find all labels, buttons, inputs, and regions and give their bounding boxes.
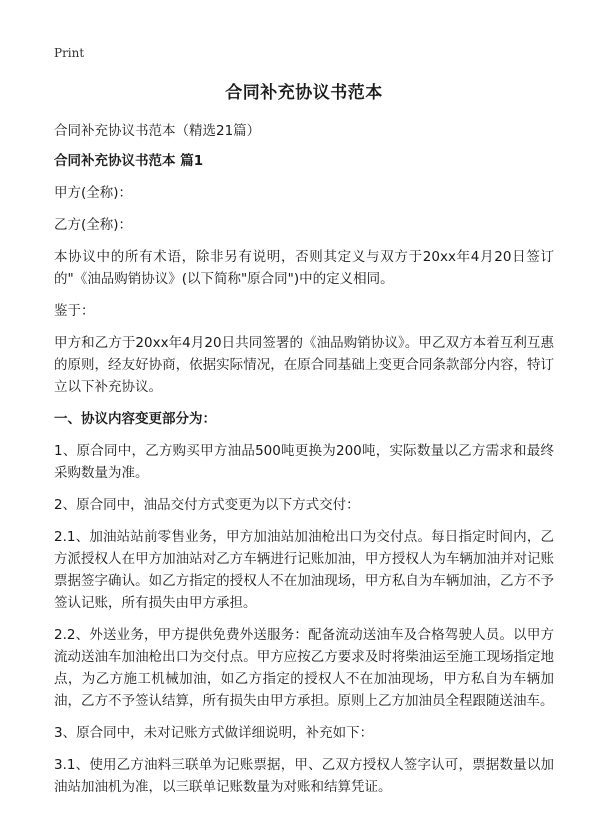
print-link[interactable]: Print — [54, 46, 85, 60]
clause-heading: 一、协议内容变更部分为： — [54, 411, 216, 427]
clause-item-2: 2、原合同中，油品交付方式变更为以下方式交付： — [54, 497, 360, 513]
party-b-line: 乙方(全称)： — [54, 217, 133, 233]
clause-item-1: 1、原合同中，乙方购买甲方油品500吨更换为200吨，实际数量以乙方需求和最终采购数量为准。 — [54, 443, 554, 481]
whereas-paragraph: 甲方和乙方于20xx年4月20日共同签署的《油品购销协议》。甲乙双方本着互利互惠的原则，经友好协商，依据实际情况，在原合同基础上变更合同条款部分内容，特订立以下补充协议。 — [54, 335, 554, 395]
document-title: 合同补充协议书范本 — [225, 83, 383, 103]
party-a-line: 甲方(全称)： — [54, 185, 133, 201]
whereas-label: 鉴于： — [54, 303, 95, 319]
document-subtitle: 合同补充协议书范本（精选21篇） — [54, 123, 261, 139]
document-body — [54, 78, 554, 808]
clause-item-3: 3、原合同中，未对记账方式做详细说明，补充如下： — [54, 725, 374, 741]
section-heading: 合同补充协议书范本 篇1 — [54, 153, 204, 169]
definitions-paragraph: 本协议中的所有术语，除非另有说明，否则其定义与双方于20xx年4月20日签订的"《油品购销协议》(以下简称"原合同")中的定义相同。 — [54, 249, 554, 287]
clause-item-2-1: 2.1、加油站站前零售业务，甲方加油站加油枪出口为交付点。每日指定时间内，乙方派授权人在甲方加油站对乙方车辆进行记账加油，甲方授权人为车辆加油并对记账票据签字确认。如乙方指定的授权人不在加油现场，甲方私自为车辆加油，乙方不予签认记账，所有损失由甲方承担。 — [54, 529, 554, 611]
clause-item-3-1: 3.1、使用乙方油料三联单为记账票据，甲、乙双方授权人签字认可，票据数量以加油站加油机为准，以三联单记账数量为对账和结算凭证。 — [54, 757, 554, 795]
clause-item-2-2: 2.2、外送业务，甲方提供免费外送服务：配备流动送油车及合格驾驶人员。以甲方流动送油车加油枪出口为交付点。甲方应按乙方要求及时将柴油运至施工现场指定地点，为乙方施工机械加油，如乙方指定的授权人不在加油现场，甲方私自为车辆加油，乙方不予签认结算，所有损失由甲方承担。原则上乙方加油员全程跟随送油车。 — [54, 627, 554, 709]
